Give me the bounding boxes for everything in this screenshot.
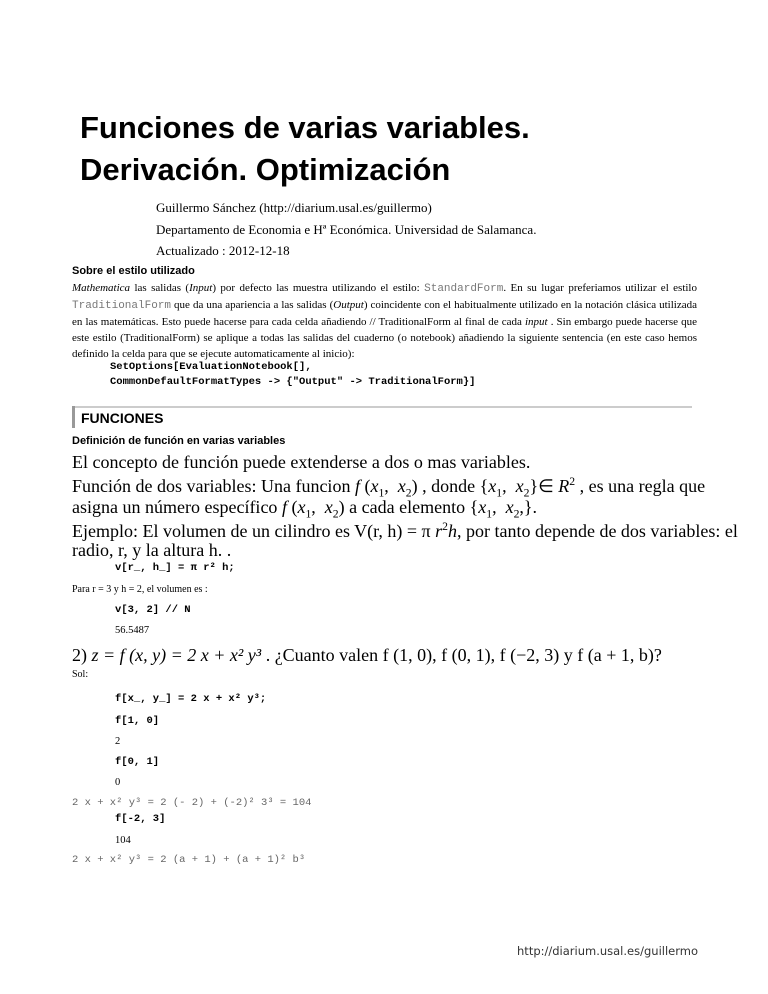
- text: las salidas (: [130, 282, 190, 294]
- text: a cada elemento {: [344, 497, 479, 517]
- code-setoptions-2: CommonDefaultFormatTypes -> {"Output" -> TraditionalForm}]: [110, 376, 476, 388]
- text: que da una apariencia a las salidas (: [171, 299, 334, 311]
- code-f10: f[1, 0]: [115, 715, 160, 727]
- text: ) coincidente con el habitualmente utilizado en la notación clásica utilizada en las matemáticas. Esto puede hacerse para cada celda añadiendo // TraditionalForm al final de cada: [72, 299, 697, 328]
- subsection-heading: Definición de función en varias variables: [72, 435, 286, 447]
- code-v-eval: v[3, 2] // N: [115, 604, 191, 616]
- code-setoptions-1: SetOptions[EvaluationNotebook[],: [110, 361, 312, 373]
- code-f01: f[0, 1]: [115, 756, 160, 768]
- text: StandardForm: [424, 283, 504, 295]
- updated-date: Actualizado : 2012-12-18: [156, 243, 290, 258]
- text: . ¿Cuanto valen f (1, 0), f (0, 1), f (−2, 3) y f (a + 1, b)?: [261, 645, 662, 665]
- text: Output: [333, 299, 364, 311]
- text: asigna un número específico: [72, 497, 282, 517]
- style-paragraph: [72, 280, 697, 362]
- text: , es una regla que: [575, 476, 706, 496]
- text: 2): [72, 645, 92, 665]
- style-heading: Sobre el estilo utilizado: [72, 265, 195, 277]
- output-v: 56.5487: [115, 625, 150, 636]
- text: z = f (x, y) = 2 x + x² y³: [91, 645, 262, 665]
- text-line: El concepto de función puede extenderse a dos o mas variables.: [72, 452, 531, 472]
- text-line: asigna un número específico f ($x_1$, $x_2$) a cada elemento {$x_1$, $x_2$,}.: [72, 497, 538, 521]
- section-divider: [72, 406, 692, 408]
- section-bar: [72, 406, 75, 428]
- text: Input: [189, 282, 213, 294]
- text: }∈: [529, 476, 559, 496]
- equation-f-ab: 2 x + x² y³ = 2 (a + 1) + (a + 1)² b³: [72, 854, 306, 866]
- text: , por tanto depende de dos variables: el: [456, 521, 738, 541]
- text-line: [72, 475, 706, 500]
- text-line: Ejemplo: El volumen de un cilindro es V(r, h) = π $r^2h$, por tanto depende de dos variables: el: [72, 520, 738, 541]
- text: Función de dos variables: Una funcion f ($x_1$, $x_2$) , donde {$x_1$, $x_2\}\in$ $R^2$ , es una regla que: [72, 475, 706, 500]
- sol-label: Sol:: [72, 669, 89, 680]
- section-heading: FUNCIONES: [81, 410, 164, 426]
- text: }.: [523, 497, 538, 517]
- text: , donde {: [417, 476, 489, 496]
- text-para-r: Para r = 3 y h = 2, el volumen es :: [72, 584, 208, 595]
- example-2: [72, 646, 662, 664]
- text: ) por defecto las muestra utilizando el estilo:: [212, 282, 425, 294]
- text: Mathematica: [72, 282, 131, 294]
- text-line: radio, r, y la altura h. .: [72, 540, 232, 560]
- output-fm23: 104: [115, 835, 131, 846]
- equation-f-m23: 2 x + x² y³ = 2 (- 2) + (-2)² 3³ = 104: [72, 797, 312, 809]
- title-line-2: Derivación. Optimización: [80, 152, 451, 187]
- footer-link[interactable]: http://diarium.usal.es/guillermo: [517, 944, 698, 958]
- text: Función de dos variables: Una funcion: [72, 476, 355, 496]
- title-line-1: Funciones de varias variables.: [80, 110, 530, 145]
- department: Departamento de Economia e Hª Económica. Universidad de Salamanca.: [156, 222, 537, 237]
- code-f-definition: f[x_, y_] = 2 x + x² y³;: [115, 693, 267, 705]
- text: input: [524, 316, 548, 328]
- text: Ejemplo: El volumen de un cilindro es V(r, h) = π: [72, 521, 436, 541]
- text: . Sin embargo puede hacerse que este estilo (TraditionalForm) se aplique a todas las salidas del cuaderno (o notebook) añadiendo la siguiente sentencia (en este caso hemos definido la celda para que se ejecute automaticamente al inicio):: [72, 316, 697, 360]
- output-f01: 0: [115, 777, 121, 788]
- text: . En su lugar preferiamos utilizar el estilo: [503, 282, 697, 294]
- code-fm23: f[-2, 3]: [115, 813, 166, 825]
- text: TraditionalForm: [72, 300, 172, 312]
- code-v-definition: v[r_, h_] = π r² h;: [115, 562, 235, 574]
- output-f10: 2: [115, 736, 121, 747]
- author: Guillermo Sánchez (http://diarium.usal.es/guillermo): [156, 200, 432, 215]
